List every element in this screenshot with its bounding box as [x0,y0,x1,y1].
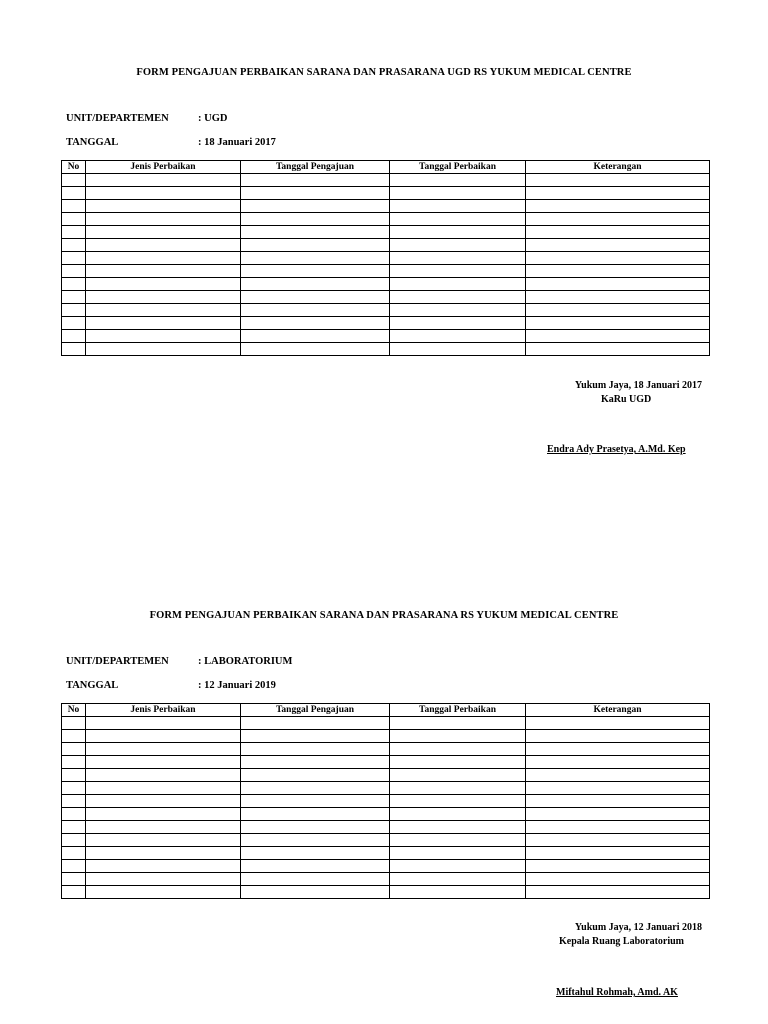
table-cell [241,343,390,356]
table-row [62,808,710,821]
table-row [62,330,710,343]
table-row [62,252,710,265]
table-cell [241,278,390,291]
table-cell [241,174,390,187]
signature-position: KaRu UGD [601,394,652,405]
table-cell [86,200,241,213]
unit-label: UNIT/DEPARTEMEN [66,113,169,124]
table-cell [526,717,710,730]
table-cell [62,795,86,808]
table-cell [526,278,710,291]
table-cell [241,213,390,226]
table-cell [241,252,390,265]
unit-value: : LABORATORIUM [198,656,293,667]
table-row [62,239,710,252]
table-cell [62,252,86,265]
table-cell [62,821,86,834]
table-cell [241,187,390,200]
table-cell [241,847,390,860]
table-cell [390,795,526,808]
table-cell [241,769,390,782]
table-cell [390,330,526,343]
table-cell [390,743,526,756]
table-cell [526,847,710,860]
table-cell [86,743,241,756]
table-cell [390,265,526,278]
table-cell [526,213,710,226]
table-cell [526,187,710,200]
table-cell [62,187,86,200]
table-cell [62,330,86,343]
table-cell [526,304,710,317]
table-cell [241,756,390,769]
table-cell [86,821,241,834]
table-cell [390,847,526,860]
table-cell [390,343,526,356]
table-cell [526,769,710,782]
unit-label: UNIT/DEPARTEMEN [66,656,169,667]
table-cell [62,213,86,226]
table-row [62,847,710,860]
table-cell [62,317,86,330]
table-cell [526,821,710,834]
table-cell [86,278,241,291]
signature-name: Miftahul Rohmah, Amd. AK [556,987,678,998]
date-field [66,137,276,148]
table-cell [241,886,390,899]
table-row [62,873,710,886]
table-cell [62,808,86,821]
column-header-tanggal-perbaikan: Tanggal Perbaikan [390,161,526,174]
table-cell [526,795,710,808]
column-header-keterangan: Keterangan [526,161,710,174]
table-cell [526,873,710,886]
table-cell [62,847,86,860]
table-cell [62,873,86,886]
table-cell [62,756,86,769]
table-cell [241,782,390,795]
table-cell [390,304,526,317]
table-cell [390,730,526,743]
table-row [62,821,710,834]
table-cell [526,252,710,265]
table-cell [390,860,526,873]
table-cell [390,756,526,769]
table-cell [241,226,390,239]
signature-name: Endra Ady Prasetya, A.Md. Kep [547,444,686,455]
table-cell [526,330,710,343]
table-cell [390,291,526,304]
table-cell [86,252,241,265]
table-cell [241,304,390,317]
table-cell [241,265,390,278]
table-cell [390,278,526,291]
table-cell [390,886,526,899]
table-cell [390,200,526,213]
table-cell [86,756,241,769]
table-cell [241,239,390,252]
table-cell [526,808,710,821]
column-header-no: No [62,161,86,174]
table-header-row [62,704,710,717]
table-cell [526,200,710,213]
table-cell [62,239,86,252]
table-row [62,213,710,226]
table-cell [390,834,526,847]
table-cell [241,730,390,743]
table-cell [526,317,710,330]
table-cell [62,278,86,291]
table-cell [62,769,86,782]
table-cell [86,174,241,187]
table-row [62,226,710,239]
table-row [62,717,710,730]
column-header-jenis-perbaikan: Jenis Perbaikan [86,161,241,174]
table-cell [526,834,710,847]
table-cell [86,291,241,304]
table-cell [62,860,86,873]
table-cell [86,834,241,847]
table-row [62,743,710,756]
table-cell [390,873,526,886]
table-cell [390,174,526,187]
table-cell [241,808,390,821]
date-field [66,680,276,691]
table-row [62,860,710,873]
table-cell [86,226,241,239]
column-header-no: No [62,704,86,717]
column-header-tanggal-pengajuan: Tanggal Pengajuan [241,161,390,174]
form-title: FORM PENGAJUAN PERBAIKAN SARANA DAN PRASARANA RS YUKUM MEDICAL CENTRE [149,610,619,621]
table-cell [241,317,390,330]
table-cell [62,834,86,847]
table-row [62,278,710,291]
table-cell [526,174,710,187]
table-cell [62,291,86,304]
table-cell [241,834,390,847]
table-cell [86,782,241,795]
table-cell [62,717,86,730]
table-cell [241,860,390,873]
table-cell [241,821,390,834]
table-cell [62,174,86,187]
table-cell [86,769,241,782]
table-cell [390,239,526,252]
table-cell [86,808,241,821]
table-cell [86,717,241,730]
table-cell [62,265,86,278]
column-header-tanggal-perbaikan: Tanggal Perbaikan [390,704,526,717]
date-label: TANGGAL [66,137,119,148]
table-cell [86,265,241,278]
table-cell [526,226,710,239]
table-cell [86,343,241,356]
table-row [62,730,710,743]
table-cell [241,200,390,213]
table-cell [86,873,241,886]
table-cell [62,743,86,756]
signature-place-date: Yukum Jaya, 12 Januari 2018 [574,922,702,933]
table-row [62,200,710,213]
table-cell [62,304,86,317]
repair-table [61,160,710,356]
column-header-tanggal-pengajuan: Tanggal Pengajuan [241,704,390,717]
table-cell [390,317,526,330]
table-row [62,317,710,330]
table-cell [62,200,86,213]
table-cell [62,782,86,795]
table-row [62,291,710,304]
table-row [62,265,710,278]
table-cell [86,317,241,330]
table-cell [390,226,526,239]
unit-value: : UGD [198,113,228,124]
table-cell [86,239,241,252]
form-title: FORM PENGAJUAN PERBAIKAN SARANA DAN PRASARANA UGD RS YUKUM MEDICAL CENTRE [136,67,632,78]
table-cell [390,782,526,795]
table-cell [390,808,526,821]
table-row [62,187,710,200]
table-cell [86,213,241,226]
column-header-keterangan: Keterangan [526,704,710,717]
table-cell [86,187,241,200]
table-cell [526,860,710,873]
table-cell [526,265,710,278]
signature-place-date: Yukum Jaya, 18 Januari 2017 [574,380,702,391]
table-cell [526,756,710,769]
table-cell [62,886,86,899]
table-cell [390,213,526,226]
table-cell [62,730,86,743]
table-cell [86,847,241,860]
table-cell [390,717,526,730]
table-cell [86,330,241,343]
table-cell [86,886,241,899]
table-cell [62,226,86,239]
table-cell [241,330,390,343]
table-cell [526,343,710,356]
date-label: TANGGAL [66,680,119,691]
table-row [62,795,710,808]
table-row [62,756,710,769]
table-cell [526,291,710,304]
table-cell [390,187,526,200]
table-cell [86,795,241,808]
unit-field [66,113,228,124]
table-cell [86,304,241,317]
table-cell [526,730,710,743]
table-cell [86,730,241,743]
table-row [62,782,710,795]
table-cell [526,239,710,252]
column-header-jenis-perbaikan: Jenis Perbaikan [86,704,241,717]
repair-table [61,703,710,899]
table-row [62,769,710,782]
date-value: : 18 Januari 2017 [198,137,276,148]
table-cell [526,886,710,899]
unit-field [66,656,293,667]
table-cell [241,291,390,304]
table-cell [390,769,526,782]
table-cell [241,743,390,756]
table-row [62,174,710,187]
table-row [62,886,710,899]
table-header-row [62,161,710,174]
table-cell [62,343,86,356]
table-cell [526,782,710,795]
table-row [62,304,710,317]
table-cell [241,717,390,730]
table-row [62,834,710,847]
table-cell [241,873,390,886]
date-value: : 12 Januari 2019 [198,680,276,691]
table-cell [390,821,526,834]
table-cell [526,743,710,756]
table-cell [241,795,390,808]
table-cell [390,252,526,265]
table-row [62,343,710,356]
signature-position: Kepala Ruang Laboratorium [559,936,685,947]
table-cell [86,860,241,873]
